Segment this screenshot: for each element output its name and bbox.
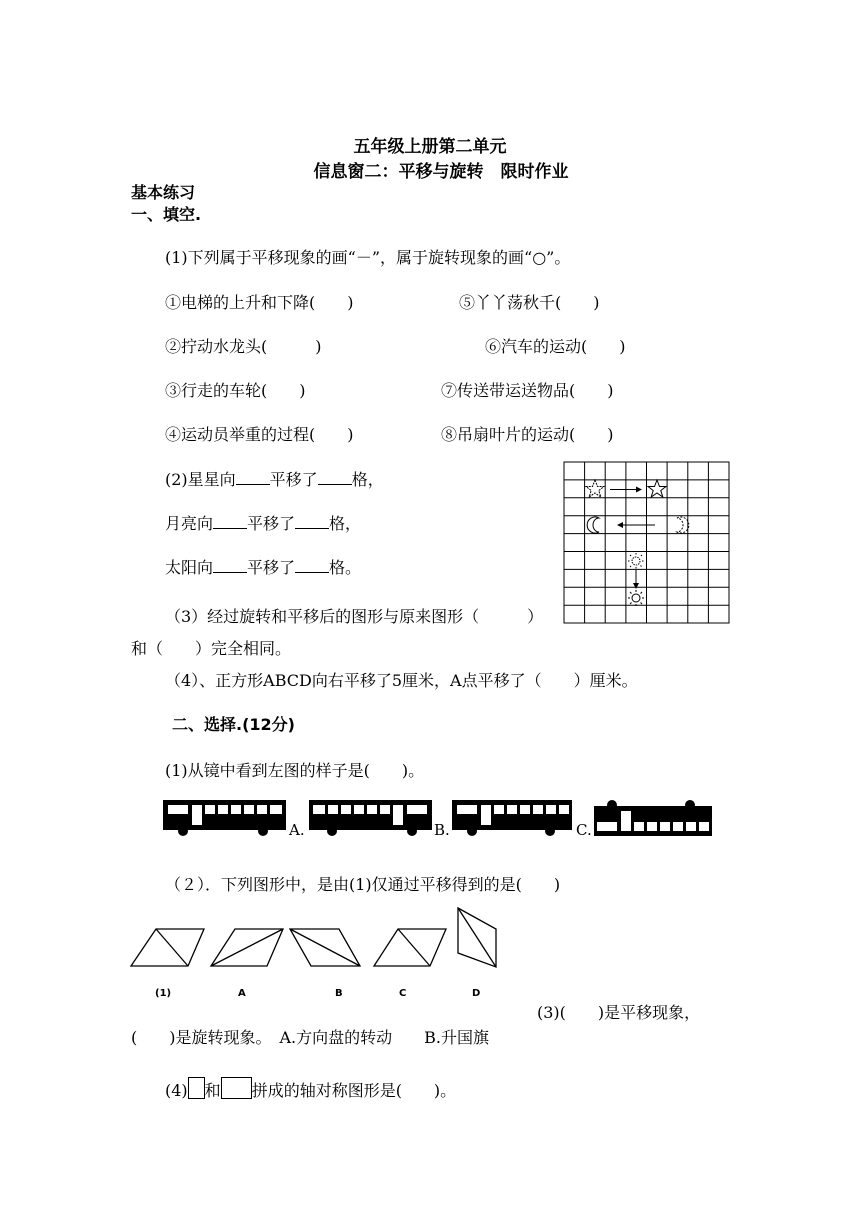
- q1-item: ④运动员举重的过程( ): [165, 425, 354, 444]
- answer-blank[interactable]: [318, 470, 352, 485]
- q2-mid: 平移了: [247, 514, 296, 533]
- moon-icon: [677, 517, 689, 533]
- shape-original: [131, 929, 204, 966]
- bus-option-b-image[interactable]: [452, 798, 574, 838]
- sun-icon: [628, 553, 644, 569]
- bus-option-c-image[interactable]: [594, 798, 714, 838]
- answer-blank[interactable]: [236, 470, 270, 485]
- section-fill: 一、填空.: [131, 205, 202, 224]
- shape-c: [374, 929, 446, 966]
- q2-end: 格。: [329, 558, 362, 577]
- q2-sun-label: 太阳向: [165, 558, 214, 577]
- c3-line2: ( )是旋转现象。 A.方向盘的转动 B.升国旗: [131, 1028, 489, 1047]
- answer-blank[interactable]: [295, 514, 329, 529]
- shape-label: (1): [155, 988, 172, 999]
- shape-label: D: [472, 988, 481, 999]
- option-b-label: B.: [434, 821, 450, 839]
- star-icon: [648, 480, 666, 497]
- shape-label: B: [335, 988, 343, 999]
- small-square-icon: [188, 1077, 205, 1099]
- q1-item: ③行走的车轮( ): [165, 381, 306, 400]
- c3-line1: (3)( )是平移现象，: [537, 1003, 701, 1022]
- q2-mid: 平移了: [269, 470, 318, 489]
- q1-prompt: (1)下列属于平移现象的画“－”，属于旋转现象的画“○”。: [165, 248, 571, 267]
- q2-star-line: [165, 467, 384, 490]
- page-subtitle: 信息窗二：平移与旋转 限时作业: [313, 162, 569, 182]
- q1-item: ⑤丫丫荡秋千( ): [459, 293, 600, 312]
- c4-and: 和: [204, 1081, 221, 1100]
- q1-item: ⑥汽车的运动( ): [485, 337, 626, 356]
- q3-line1: （3）经过旋转和平移后的图形与原来图形（ ）: [165, 607, 544, 626]
- page-title: 五年级上册第二单元: [353, 137, 507, 157]
- bus-option-a-image[interactable]: [309, 798, 434, 838]
- c2-prompt: （２）．下列图形中，是由(1)仅通过平移得到的是( ): [165, 875, 561, 894]
- q1-item: ②拧动水龙头( ): [165, 337, 322, 356]
- q1-item: ⑧吊扇叶片的运动( ): [441, 425, 614, 444]
- q2-moon-line: [165, 511, 361, 534]
- q1-item: ①电梯的上升和下降( ): [165, 293, 354, 312]
- c4-prefix: (4): [165, 1081, 188, 1100]
- c1-prompt: (1)从镜中看到左图的样子是( )。: [165, 761, 425, 780]
- q3-line2: 和（ ）完全相同。: [131, 639, 292, 658]
- moon-icon: [587, 517, 599, 533]
- c4-rest: 拼成的轴对称图形是( )。: [251, 1081, 457, 1100]
- bus-original-image: [163, 798, 288, 838]
- answer-blank[interactable]: [213, 558, 247, 573]
- answer-blank[interactable]: [213, 514, 247, 529]
- option-a-label: A.: [289, 821, 305, 839]
- star-icon: [586, 480, 604, 497]
- parallelograms-figure: [128, 905, 503, 971]
- q2-star-label: (2)星星向: [165, 470, 236, 489]
- section-basic: 基本练习: [131, 183, 196, 202]
- rectangle-icon: [221, 1077, 252, 1099]
- option-c-label: C.: [576, 821, 592, 839]
- q2-sun-line: [165, 555, 361, 578]
- shape-a: [211, 929, 283, 966]
- shape-d: [458, 908, 496, 967]
- q4-text: （4）、正方形ABCD向右平移了5厘米，A点平移了（ ）厘米。: [165, 671, 638, 690]
- q2-mid: 平移了: [247, 558, 296, 577]
- translation-grid: [563, 461, 731, 625]
- section-choice: 二、选择.(12分): [172, 715, 295, 734]
- answer-blank[interactable]: [295, 558, 329, 573]
- shape-label: A: [238, 988, 246, 999]
- shape-b: [290, 929, 360, 966]
- q2-moon-label: 月亮向: [165, 514, 214, 533]
- q2-end: 格，: [351, 470, 384, 489]
- shape-label: C: [399, 988, 407, 999]
- c4-line: [165, 1077, 456, 1101]
- q1-item: ⑦传送带运送物品( ): [441, 381, 614, 400]
- q2-end: 格，: [329, 514, 362, 533]
- sun-icon: [628, 590, 644, 606]
